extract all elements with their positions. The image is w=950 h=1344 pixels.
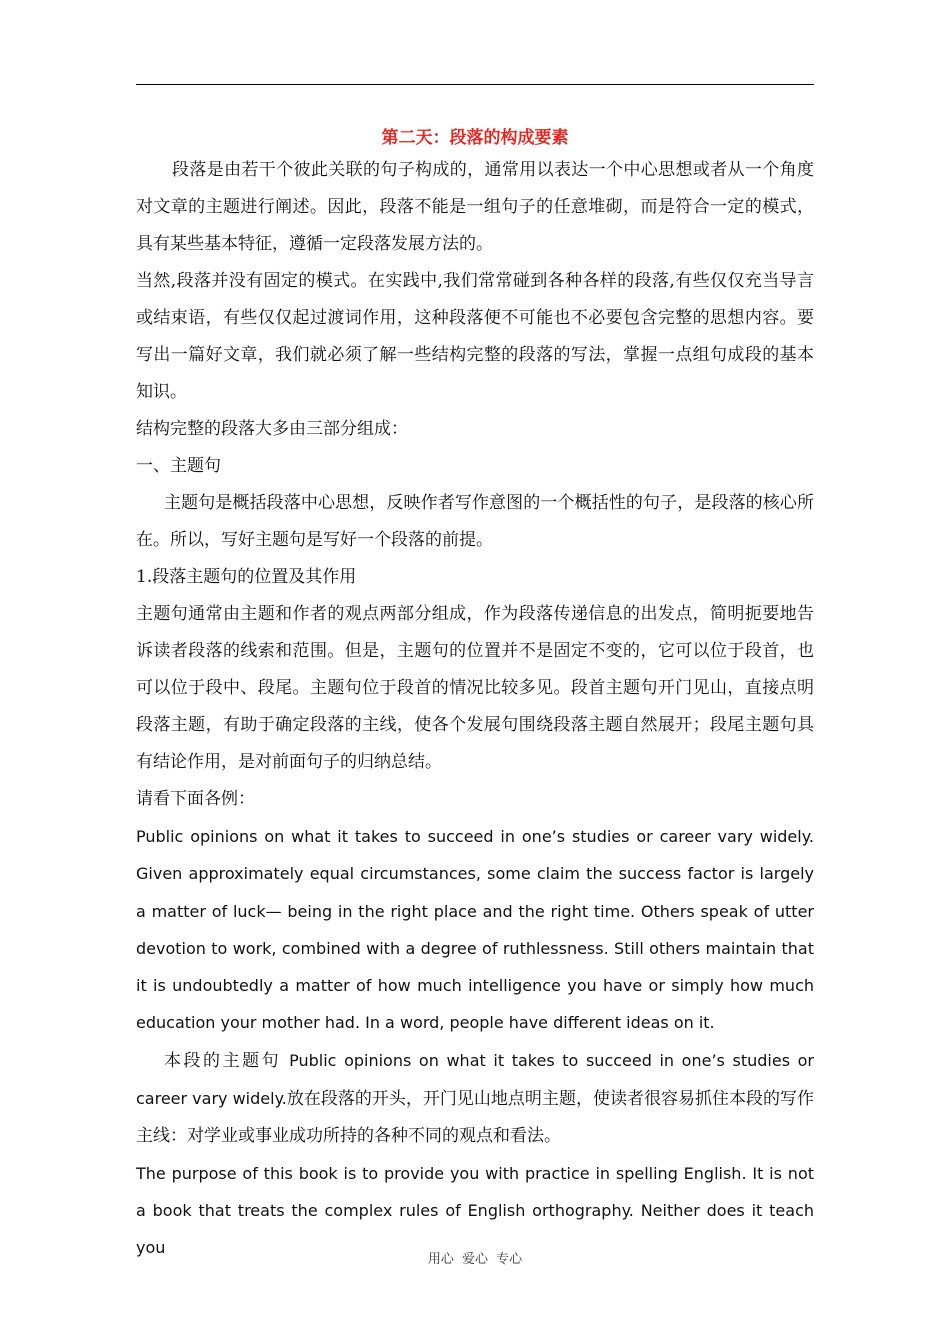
- english-example-2: The purpose of this book is to provide you with practice in spelling English. It is not a book that treats the complex rules of English orthography. Neither does it teach you: [136, 1163, 814, 1258]
- paragraph-7-quote: Public opinions on what it takes to succeed in one’s studies or career vary widely.: [136, 1050, 815, 1108]
- paragraph-4: 主题句是概括段落中心思想，反映作者写作意图的一个概括性的句子，是段落的核心所在。所以，写好主题句是写好一个段落的前提。: [136, 493, 814, 550]
- document-body: [136, 120, 814, 1267]
- paragraph-3: 结构完整的段落大多由三部分组成：: [136, 419, 408, 439]
- header-rule: [136, 84, 814, 85]
- paragraph-7-lead: 本段的主题句: [164, 1050, 282, 1071]
- paragraph-5: 主题句通常由主题和作者的观点两部分组成，作为段落传递信息的出发点，简明扼要地告诉读者段落的线索和范围。但是，主题句的位置并不是固定不变的，它可以位于段首，也可以位于段中、段尾。主题句位于段首的情况比较多见。段首主题句开门见山，直接点明段落主题，有助于确定段落的主线，使各个发展句围绕段落主题自然展开；段尾主题句具有结论作用，是对前面句子的归纳总结。: [136, 604, 814, 772]
- heading-topic-sentence: 一、主题句: [136, 456, 221, 476]
- paragraph-2: 当然,段落并没有固定的模式。在实践中,我们常常碰到各种各样的段落,有些仅仅充当导言或结束语，有些仅仅起过渡词作用，这种段落便不可能也不必要包含完整的思想内容。要写出一篇好文章，我们就必须了解一些结构完整的段落的写法，掌握一点组句成段的基本知识。: [136, 271, 814, 402]
- paragraph-7: [136, 1042, 814, 1155]
- paragraph-intro: 段落是由若干个彼此关联的句子构成的，通常用以表达一个中心思想或者从一个角度对文章的主题进行阐述。因此，段落不能是一组句子的任意堆砌，而是符合一定的模式，具有某些基本特征，遵循一定段落发展方法的。: [136, 160, 814, 254]
- page-footer: 用心 爱心 专心: [427, 1252, 523, 1267]
- document-title: 第二天：段落的构成要素: [381, 128, 569, 148]
- subheading-position: 1.段落主题句的位置及其作用: [136, 567, 357, 587]
- english-example-1: Public opinions on what it takes to succeed in one’s studies or career vary widely. Given approximately equal circumstances, some claim the success factor is largely a matter of luck— being in the right place and the right time. Others speak of utter devotion to work, combined with a degree of ruthlessness. Still others maintain that it is undoubtedly a matter of how much intelligence you have or simply how much education your mother had. In a word, people have different ideas on it.: [136, 827, 814, 1033]
- paragraph-6: 请看下面各例：: [136, 789, 255, 809]
- paragraph-7-tail: 放在段落的开头，开门见山地点明主题，使读者很容易抓住本段的写作主线：对学业或事业成功所持的各种不同的观点和看法。: [136, 1088, 815, 1146]
